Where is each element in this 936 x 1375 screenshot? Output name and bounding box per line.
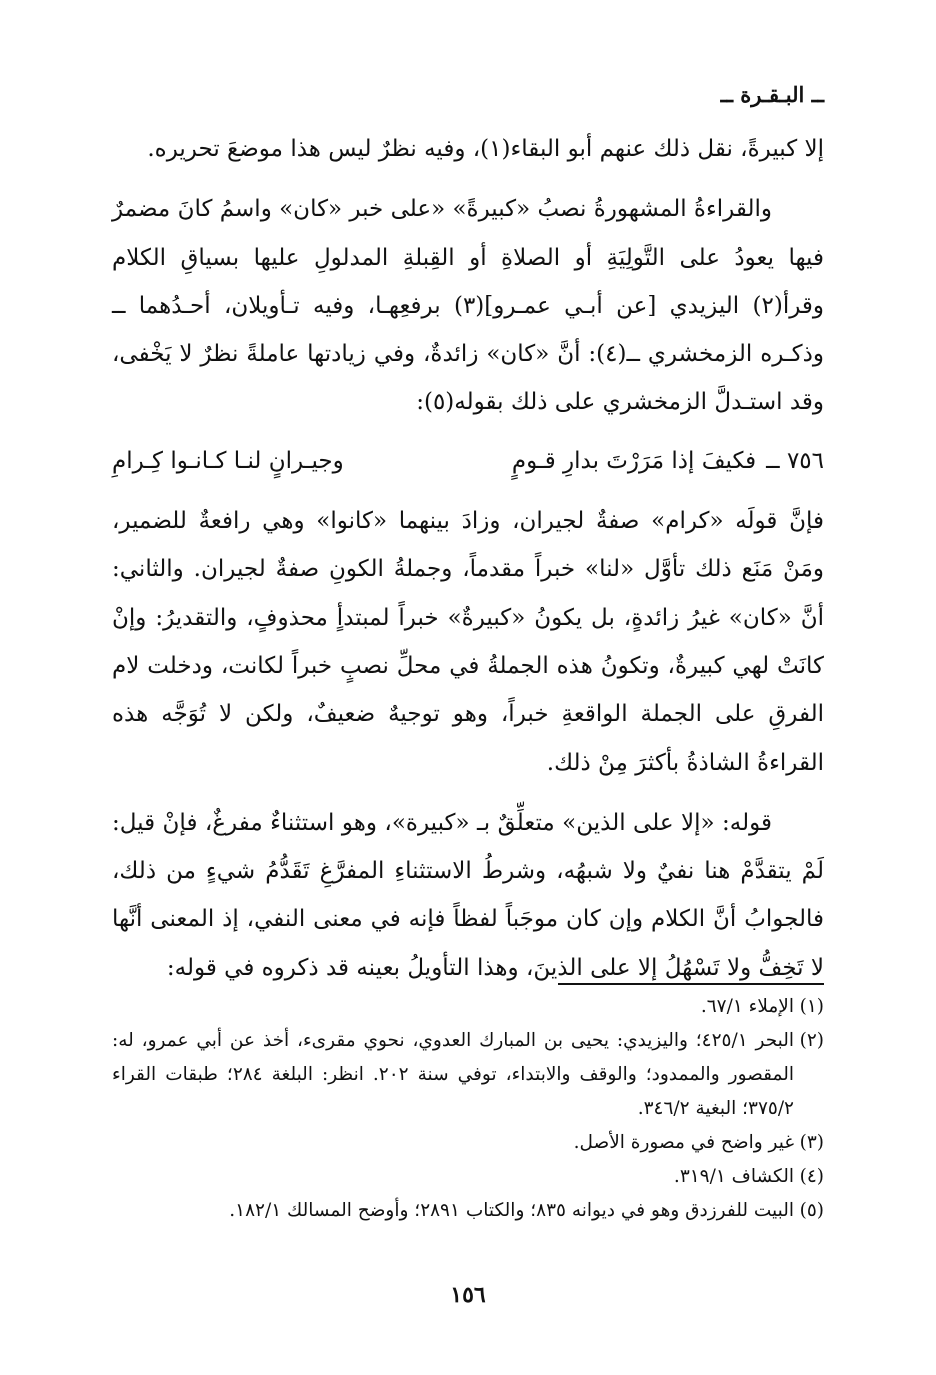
verse-hemistich-2: وجيـرانٍ لنـا كـانـوا كِـرامِ: [112, 447, 344, 474]
poetry-verse: [112, 437, 824, 485]
footnote-1: [112, 990, 824, 1024]
footnote-label: (٤): [799, 1166, 824, 1187]
footnote-text: الإملاء ٦٧/١.: [700, 996, 794, 1017]
verse-hemistich-1: فكيفَ إذا مَرَرْتَ بدارِ قـومٍ: [511, 447, 757, 474]
footnote-5: [112, 1194, 824, 1228]
paragraph-4: قوله: «إلا على الذين» متعلِّقٌ بـ «كبيرة»، وهو استثناءٌ مفرغٌ، فإنْ قيل: لَمْ يتقدَّمْ هنا نفيٌ ولا شبهُه، وشرطُ الاستثناءِ المفرَّغِ تَقَدُّمُ شيءٍ من ذلك، فالجوابُ أنَّ الكلام وإن كان موجَباً لفظاً فإنه في معنى النفي، إذ المعنى أنَّها لا تَخِفُّ ولا تَسْهُلُ إلا على الذينَ، وهذا التأويلُ بعينه قد ذكروه في قوله:: [112, 809, 824, 981]
footnote-label: (٥): [799, 1200, 824, 1221]
footnote-text: البيت للفرزدق وهو في ديوانه ٨٣٥؛ والكتاب ٢٨٩١؛ وأوضح المسالك ١٨٢/١.: [229, 1200, 794, 1221]
footnote-3: [112, 1126, 824, 1160]
main-text: [112, 125, 824, 992]
page-number: ١٥٦: [450, 1282, 486, 1308]
running-header: ــ البـقـرة ــ: [720, 82, 824, 107]
footnote-label: (٢): [799, 1030, 824, 1051]
footnote-label: (٣): [799, 1132, 824, 1153]
footnote-separator: [558, 983, 824, 985]
footnote-text: غير واضح في مصورة الأصل.: [573, 1132, 794, 1153]
verse-number: ٧٥٦ ــ: [766, 447, 824, 474]
paragraph-3: فإنَّ قولَه «كرام» صفةٌ لجيران، وزادَ بينهما «كانوا» وهي رافعةٌ للضمير، ومَنْ مَنَع ذلك تأوَّل «لنا» خبراً مقدماً، وجملةُ الكونِ صفةٌ لجيران. والثاني: أنَّ «كان» غيرُ زائدةٍ، بل يكونُ «كبيرةٌ» خبراً لمبتدأٍ محذوفٍ، والتقديرُ: وإنْ كانَتْ لهي كبيرةٌ، وتكونُ هذه الجملةُ في محلِّ نصبٍ خبراً لكانت، ودخلت لام الفرقِ على الجملة الواقعةِ خبراً، وهو توجيهٌ ضعيفٌ، ولكن لا تُوَجَّه هذه القراءةُ الشاذةُ بأكثرَ مِنْ ذلك.: [112, 508, 824, 776]
paragraph-1: إلا كبيرةً، نقل ذلك عنهم أبو البقاء(١)، وفيه نظرٌ ليس هذا موضعَ تحريره.: [147, 136, 824, 162]
paragraph-2: والقراءةُ المشهورةُ نصبُ «كبيرةً» «على خبر «كان» واسمُ كانَ مضمرٌ فيها يعودُ على التَّولِيَةِ أو الصلاةِ أو القِبلةِ المدلولِ عليها بسياقِ الكلام وقرأ(٢) اليزيدي [عن أبـي عمـرو](٣) برفعِهـا، وفيه تـأويلان، أحـدُهما ــ وذكـره الزمخشري ــ(٤): أنَّ «كان» زائدةٌ، وفي زيادتها عاملةً نظرٌ لا يَخْفى، وقد استـدلَّ الزمخشري على ذلك بقوله(٥):: [112, 196, 824, 416]
footnote-text: البحر ٤٢٥/١؛ واليزيدي: يحيى بن المبارك العدوي، نحوي مقرىء، أخذ عن أبي عمرو، له: المقصور والممدود؛ والوقف والابتداء، توفي سنة ٢٠٢. انظر: البلغة ٢٨٤؛ طبقات القراء ٣٧٥/٢؛ البغية ٣٤٦/٢.: [112, 1030, 794, 1119]
footnote-text: الكشاف ٣١٩/١.: [673, 1166, 794, 1187]
footnote-label: (١): [799, 996, 824, 1017]
footnote-4: [112, 1160, 824, 1194]
footnote-2: [112, 1024, 824, 1126]
footnotes: [112, 990, 824, 1228]
